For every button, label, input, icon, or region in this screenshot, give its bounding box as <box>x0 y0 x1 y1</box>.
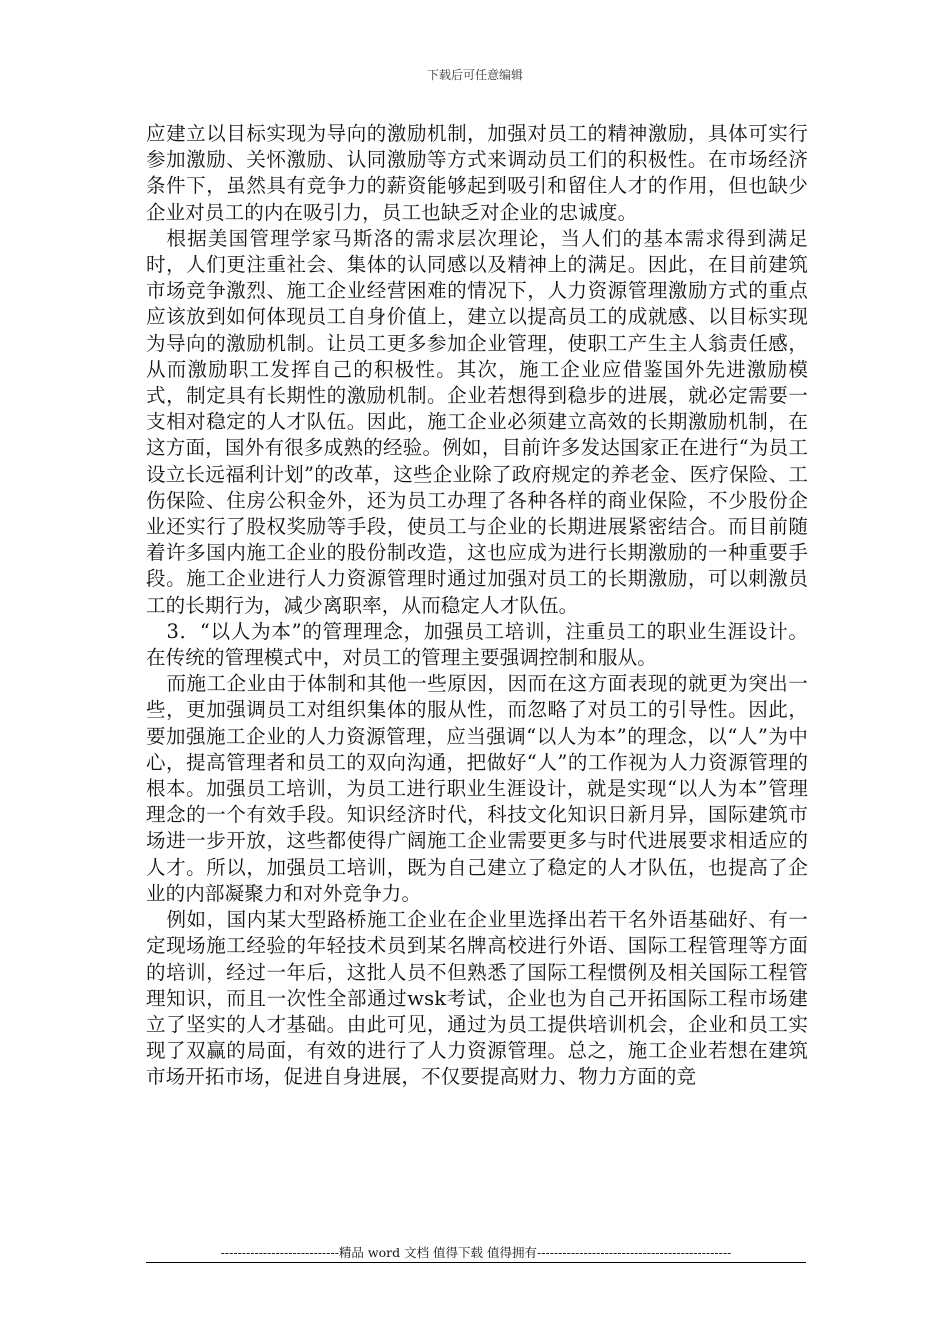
paragraph-4: 而施工企业由于体制和其他一些原因，因而在这方面表现的就更为突出一些，更加强调员工对组织集体的服从性，而忽略了对员工的引导性。因此，要加强施工企业的人力资源管理，应当强调“以人为本”的理念，以“人”为中心，提高管理者和员工的双向沟通，把做好“人”的工作视为人力资源管理的根本。加强员工培训，为员工进行职业生涯设计，就是实现“以人为本”管理理念的一个有效手段。知识经济时代，科技文化知识日新月异，国际建筑市场进一步开放，这些都使得广阔施工企业需要更多与时代进展要求相适应的人才。所以，加强员工培训，既为自己建立了稳定的人才队伍，也提高了企业的内部凝聚力和对外竞争力。 <box>146 672 808 905</box>
paragraph-2: 根据美国管理学家马斯洛的需求层次理论，当人们的基本需求得到满足时，人们更注重社会、集体的认同感以及精神上的满足。因此，在目前建筑市场竞争激烈、施工企业经营困难的情况下，人力资源管理激励方式的重点应该放到如何体现员工自身价值上，建立以提高员工的成就感、以目标实现为导向的激励机制。让员工更多参加企业管理，使职工产生主人翁责任感，从而激励职工发挥自己的积极性。其次，施工企业应借鉴国外先进激励模式，制定具有长期性的激励机制。企业若想得到稳步的进展，就必定需要一支相对稳定的人才队伍。因此，施工企业必须建立高效的长期激励机制，在这方面，国外有很多成熟的经验。例如，目前许多发达国家正在进行“为员工设立长远福利计划”的改革，这些企业除了政府规定的养老金、医疗保险、工伤保险、住房公积金外，还为员工办理了各种各样的商业保险，不少股份企业还实行了股权奖励等手段，使员工与企业的长期进展紧密结合。而目前随着许多国内施工企业的股份制改造，这也应成为进行长期激励的一种重要手段。施工企业进行人力资源管理时通过加强对员工的长期激励，可以刺激员工的长期行为，减少离职率，从而稳定人才队伍。 <box>146 226 808 617</box>
paragraph-3: 3．“以人为本”的管理理念，加强员工培训，注重员工的职业生涯设计。在传统的管理模式中，对员工的管理主要强调控制和服从。 <box>146 619 808 670</box>
footer-divider <box>146 1262 806 1263</box>
paragraph-1: 应建立以目标实现为导向的激励机制，加强对员工的精神激励，具体可实行参加激励、关怀激励、认同激励等方式来调动员工们的积极性。在市场经济条件下，虽然具有竞争力的薪资能够起到吸引和留住人才的作用，但也缺少企业对员工的内在吸引力，员工也缺乏对企业的忠诚度。 <box>146 122 808 224</box>
paragraph-5: 例如，国内某大型路桥施工企业在企业里选择出若干名外语基础好、有一定现场施工经验的年轻技术员到某名牌高校进行外语、国际工程管理等方面的培训，经过一年后，这批人员不但熟悉了国际工程惯例及相关国际工程管理知识，而且一次性全部通过wsk考试，企业也为自己开拓国际工程市场建立了坚实的人才基础。由此可见，通过为员工提供培训机会，企业和员工实现了双赢的局面，有效的进行了人力资源管理。总之，施工企业若想在建筑市场开拓市场，促进自身进展，不仅要提高财力、物力方面的竞 <box>146 908 808 1089</box>
document-body <box>146 121 808 1091</box>
page-header: 下载后可任意编辑 <box>426 68 523 82</box>
page-footer: ----------------------------精品 word 文档 值得下载 值得拥有---------------------------------------------- <box>220 1245 732 1260</box>
